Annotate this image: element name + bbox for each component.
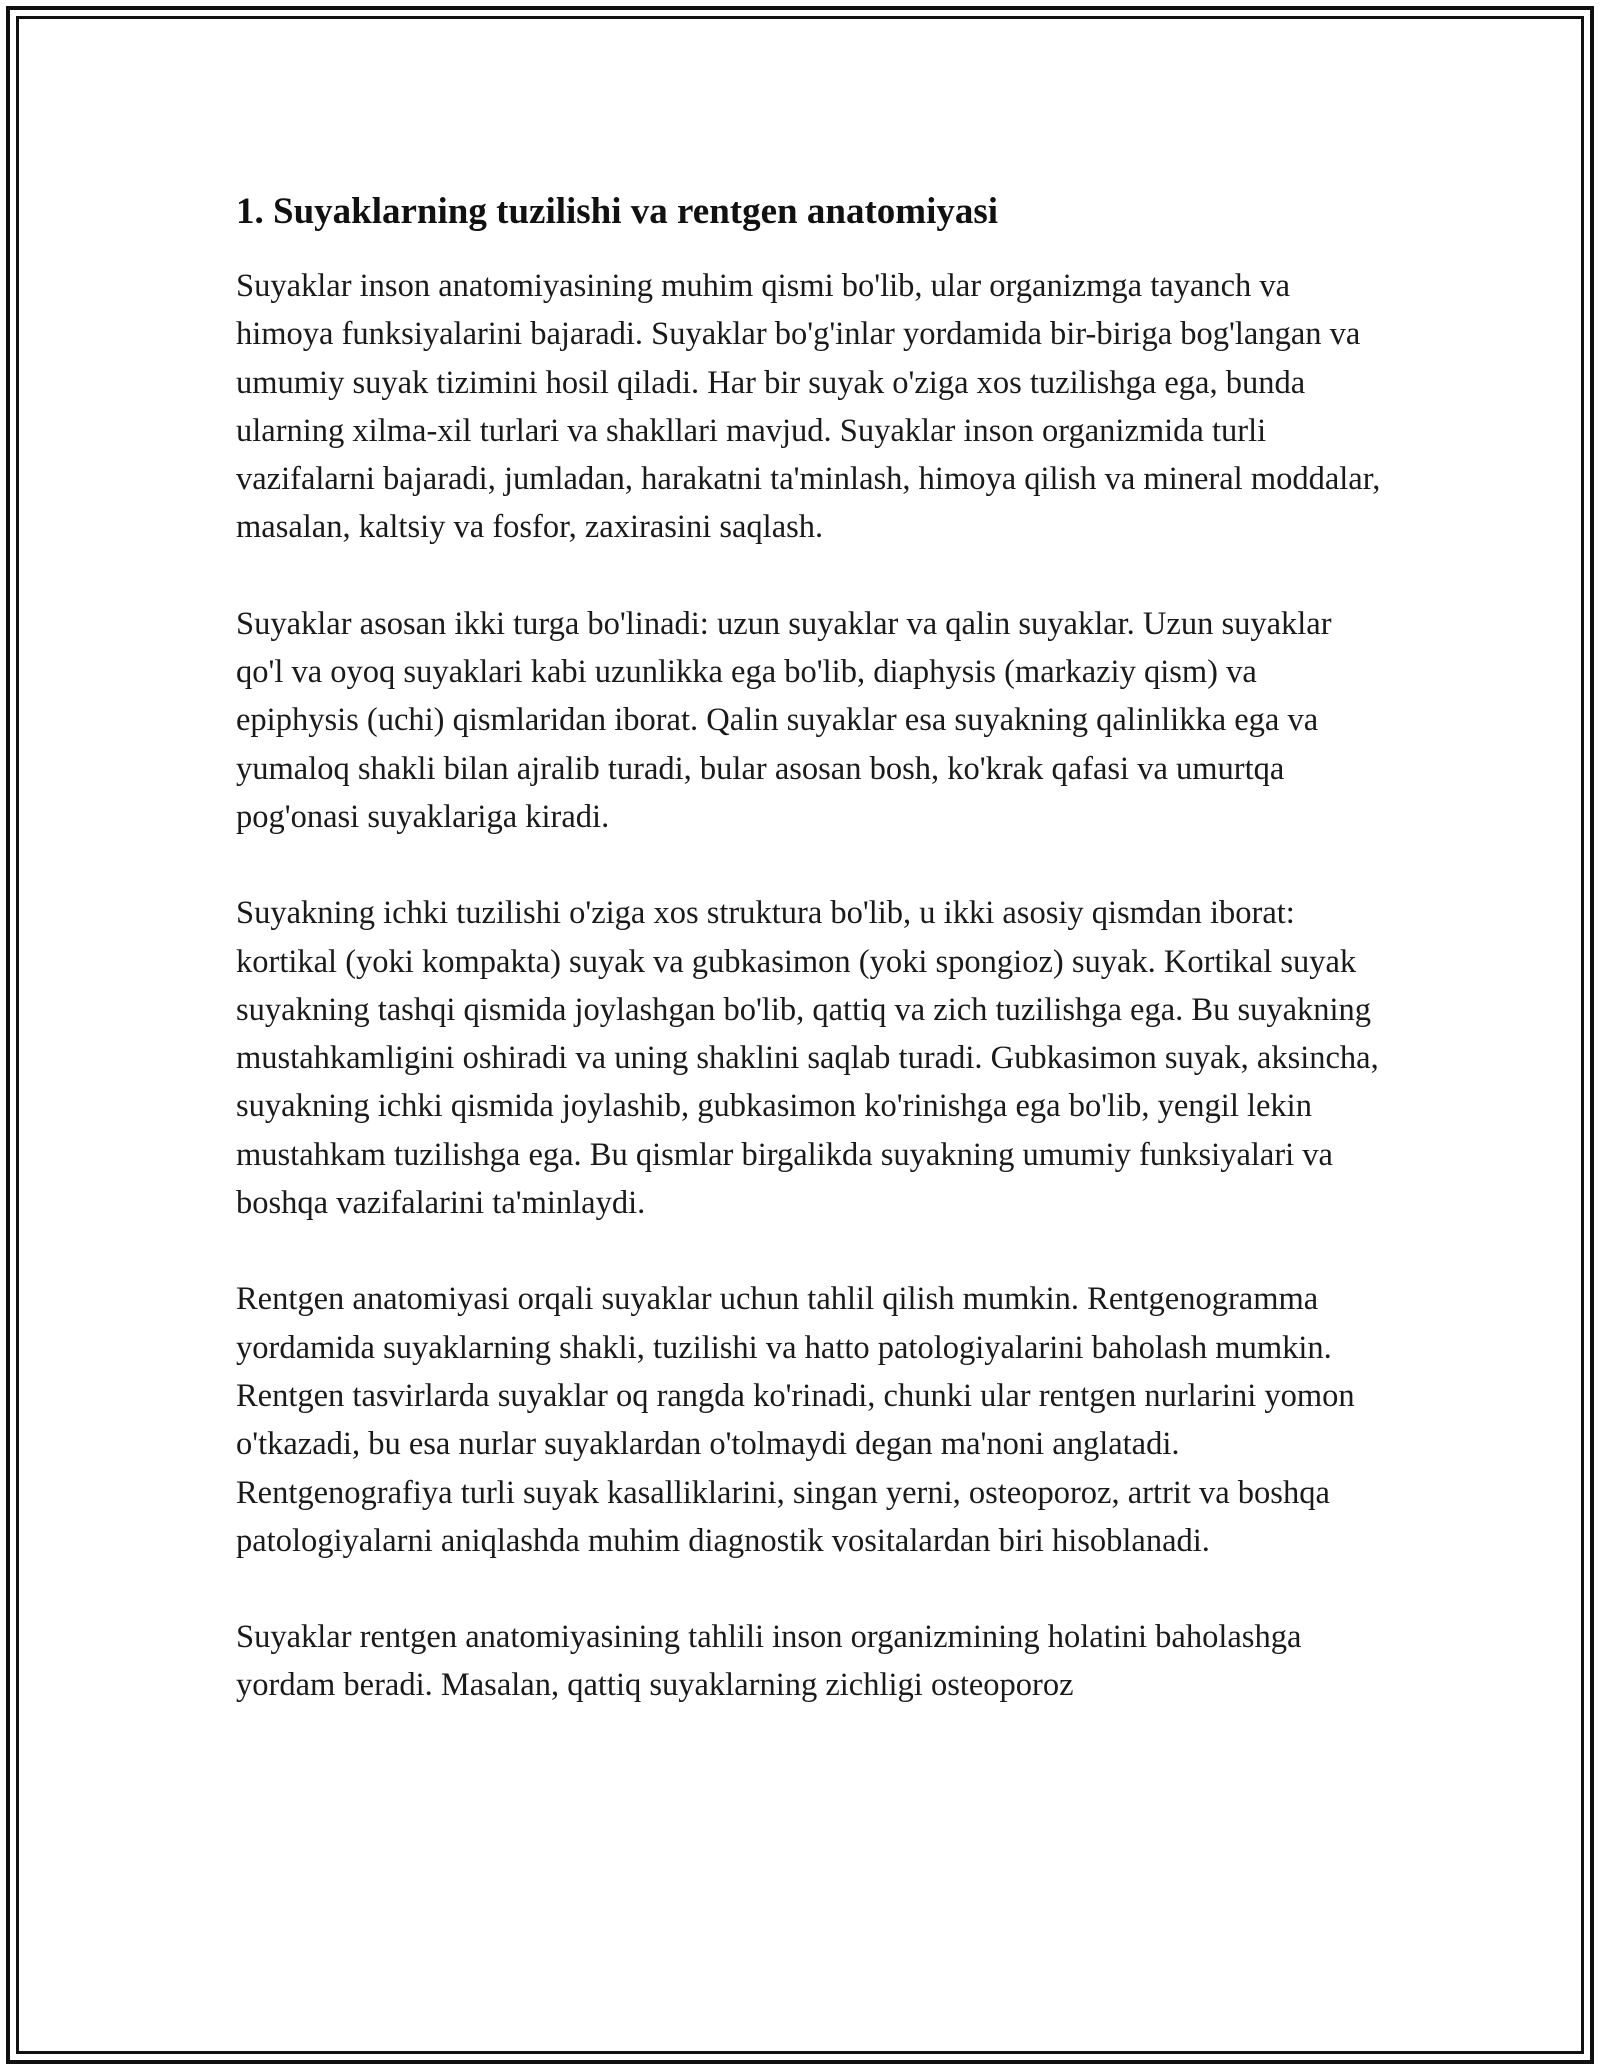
document-body	[236, 186, 1386, 1710]
paragraph-bone-overview: Suyaklar inson anatomiyasining muhim qismi bo'lib, ular organizmga tayanch va himoya funksiyalarini bajaradi. Suyaklar bo'g'inlar yordamida bir-biriga bog'langan va umumiy suyak tizimini hosil qiladi. Har bir suyak o'ziga xos tuzilishga ega, bunda ularning xilma-xil turlari va shakllari mavjud. Suyaklar inson organizmida turli vazifalarni bajaradi, jumladan, harakatni ta'minlash, himoya qilish va mineral moddalar, masalan, kaltsiy va fosfor, zaxirasini saqlash.	[236, 268, 1381, 546]
paragraph-xray-analysis: Suyaklar rentgen anatomiyasining tahlili inson organizmining holatini baholashga yordam beradi. Masalan, qattiq suyaklarning zichligi osteoporoz	[236, 1619, 1302, 1704]
paragraph-internal-structure: Suyakning ichki tuzilishi o'ziga xos struktura bo'lib, u ikki asosiy qismdan iborat: kortikal (yoki kompakta) suyak va gubkasimon (yoki spongioz) suyak. Kortikal suyak suyakning tashqi qismida joylashgan bo'lib, qattiq va zich tuzilishga ega. Bu suyakning mustahkamligini oshiradi va uning shaklini saqlab turadi. Gubkasimon suyak, aksincha, suyakning ichki qismida joylashib, gubkasimon ko'rinishga ega bo'lib, yengil lekin mustahkam tuzilishga ega. Bu qismlar birgalikda suyakning umumiy funksiyalari va boshqa vazifalarini ta'minlaydi.	[236, 895, 1379, 1222]
section-heading: 1. Suyaklarning tuzilishi va rentgen anatomiyasi	[236, 191, 999, 232]
paragraph-bone-types: Suyaklar asosan ikki turga bo'linadi: uzun suyaklar va qalin suyaklar. Uzun suyaklar qo'l va oyoq suyaklari kabi uzunlikka ega bo'lib, diaphysis (markaziy qism) va epiphysis (uchi) qismlaridan iborat. Qalin suyaklar esa suyakning qalinlikka ega va yumaloq shakli bilan ajralib turadi, bular asosan bosh, ko'krak qafasi va umurtqa pog'onasi suyaklariga kiradi.	[236, 605, 1332, 835]
paragraph-xray-anatomy: Rentgen anatomiyasi orqali suyaklar uchun tahlil qilish mumkin. Rentgenogramma yordamida suyaklarning shakli, tuzilishi va hatto patologiyalarini baholash mumkin. Rentgen tasvirlarda suyaklar oq rangda ko'rinadi, chunki ular rentgen nurlarini yomon o'tkazadi, bu esa nurlar suyaklardan o'tolmaydi degan ma'noni anglatadi. Rentgenografiya turli suyak kasalliklarini, singan yerni, osteoporoz, artrit va boshqa patologiyalarni aniqlashda muhim diagnostik vositalardan biri hisoblanadi.	[236, 1281, 1355, 1559]
